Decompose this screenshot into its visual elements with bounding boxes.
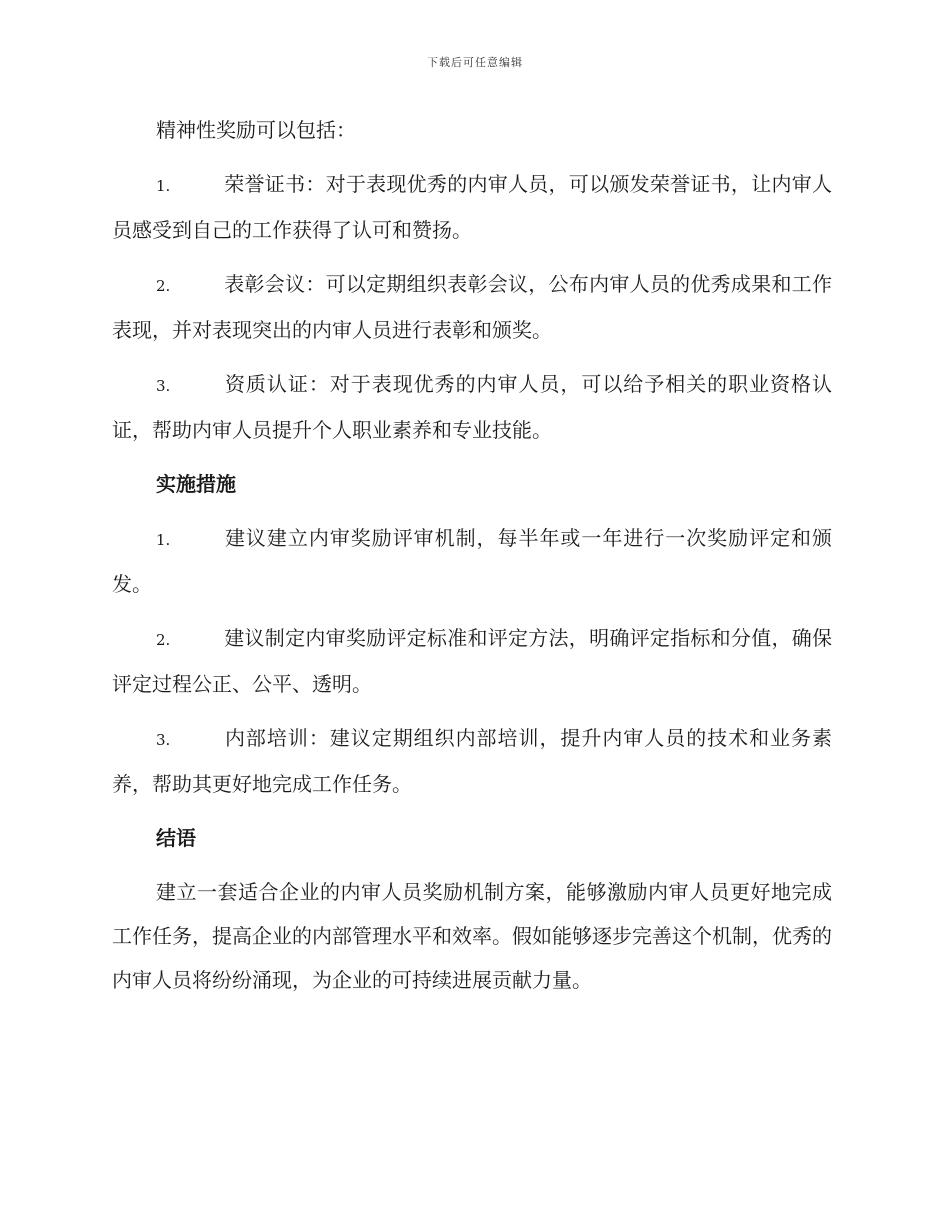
list-item [112, 162, 832, 252]
measures-list [112, 516, 832, 806]
list-item-number: 3. [156, 377, 171, 395]
section-heading-conclusion: 结语 [156, 826, 196, 850]
list-item-text: 资质认证：对于表现优秀的内审人员，可以给予相关的职业资格认证，帮助内审人员提升个人职业素养和专业技能。 [112, 372, 832, 442]
list-item-number: 3. [156, 731, 171, 749]
list-item-number: 1. [156, 177, 171, 195]
list-item-text: 建议建立内审奖励评审机制，每半年或一年进行一次奖励评定和颁发。 [112, 526, 832, 596]
list-item [112, 716, 832, 806]
conclusion-paragraph: 建立一套适合企业的内审人员奖励机制方案，能够激励内审人员更好地完成工作任务，提高企业的内部管理水平和效率。假如能够逐步完善这个机制，优秀的内审人员将纷纷涌现，为企业的可持续进展贡献力量。 [112, 880, 832, 992]
list-item-number: 1. [156, 531, 171, 549]
list-item [112, 616, 832, 706]
section-heading-measures: 实施措施 [156, 472, 236, 496]
document-body [112, 108, 832, 1012]
list-item [112, 516, 832, 606]
list-item-text: 内部培训：建议定期组织内部培训，提升内审人员的技术和业务素养，帮助其更好地完成工作任务。 [112, 726, 832, 796]
list-item-number: 2. [156, 631, 171, 649]
list-item-text: 建议制定内审奖励评定标准和评定方法，明确评定指标和分值，确保评定过程公正、公平、透明。 [112, 626, 832, 696]
intro-paragraph: 精神性奖励可以包括： [156, 118, 356, 142]
list-item-number: 2. [156, 277, 171, 295]
list-item-text: 荣誉证书：对于表现优秀的内审人员，可以颁发荣誉证书，让内审人员感受到自己的工作获得了认可和赞扬。 [112, 172, 832, 242]
list-item [112, 262, 832, 352]
list-item-text: 表彰会议：可以定期组织表彰会议，公布内审人员的优秀成果和工作表现，并对表现突出的内审人员进行表彰和颁奖。 [112, 272, 832, 342]
rewards-list [112, 162, 832, 452]
list-item [112, 362, 832, 452]
header-note: 下载后可任意编辑 [427, 56, 523, 69]
